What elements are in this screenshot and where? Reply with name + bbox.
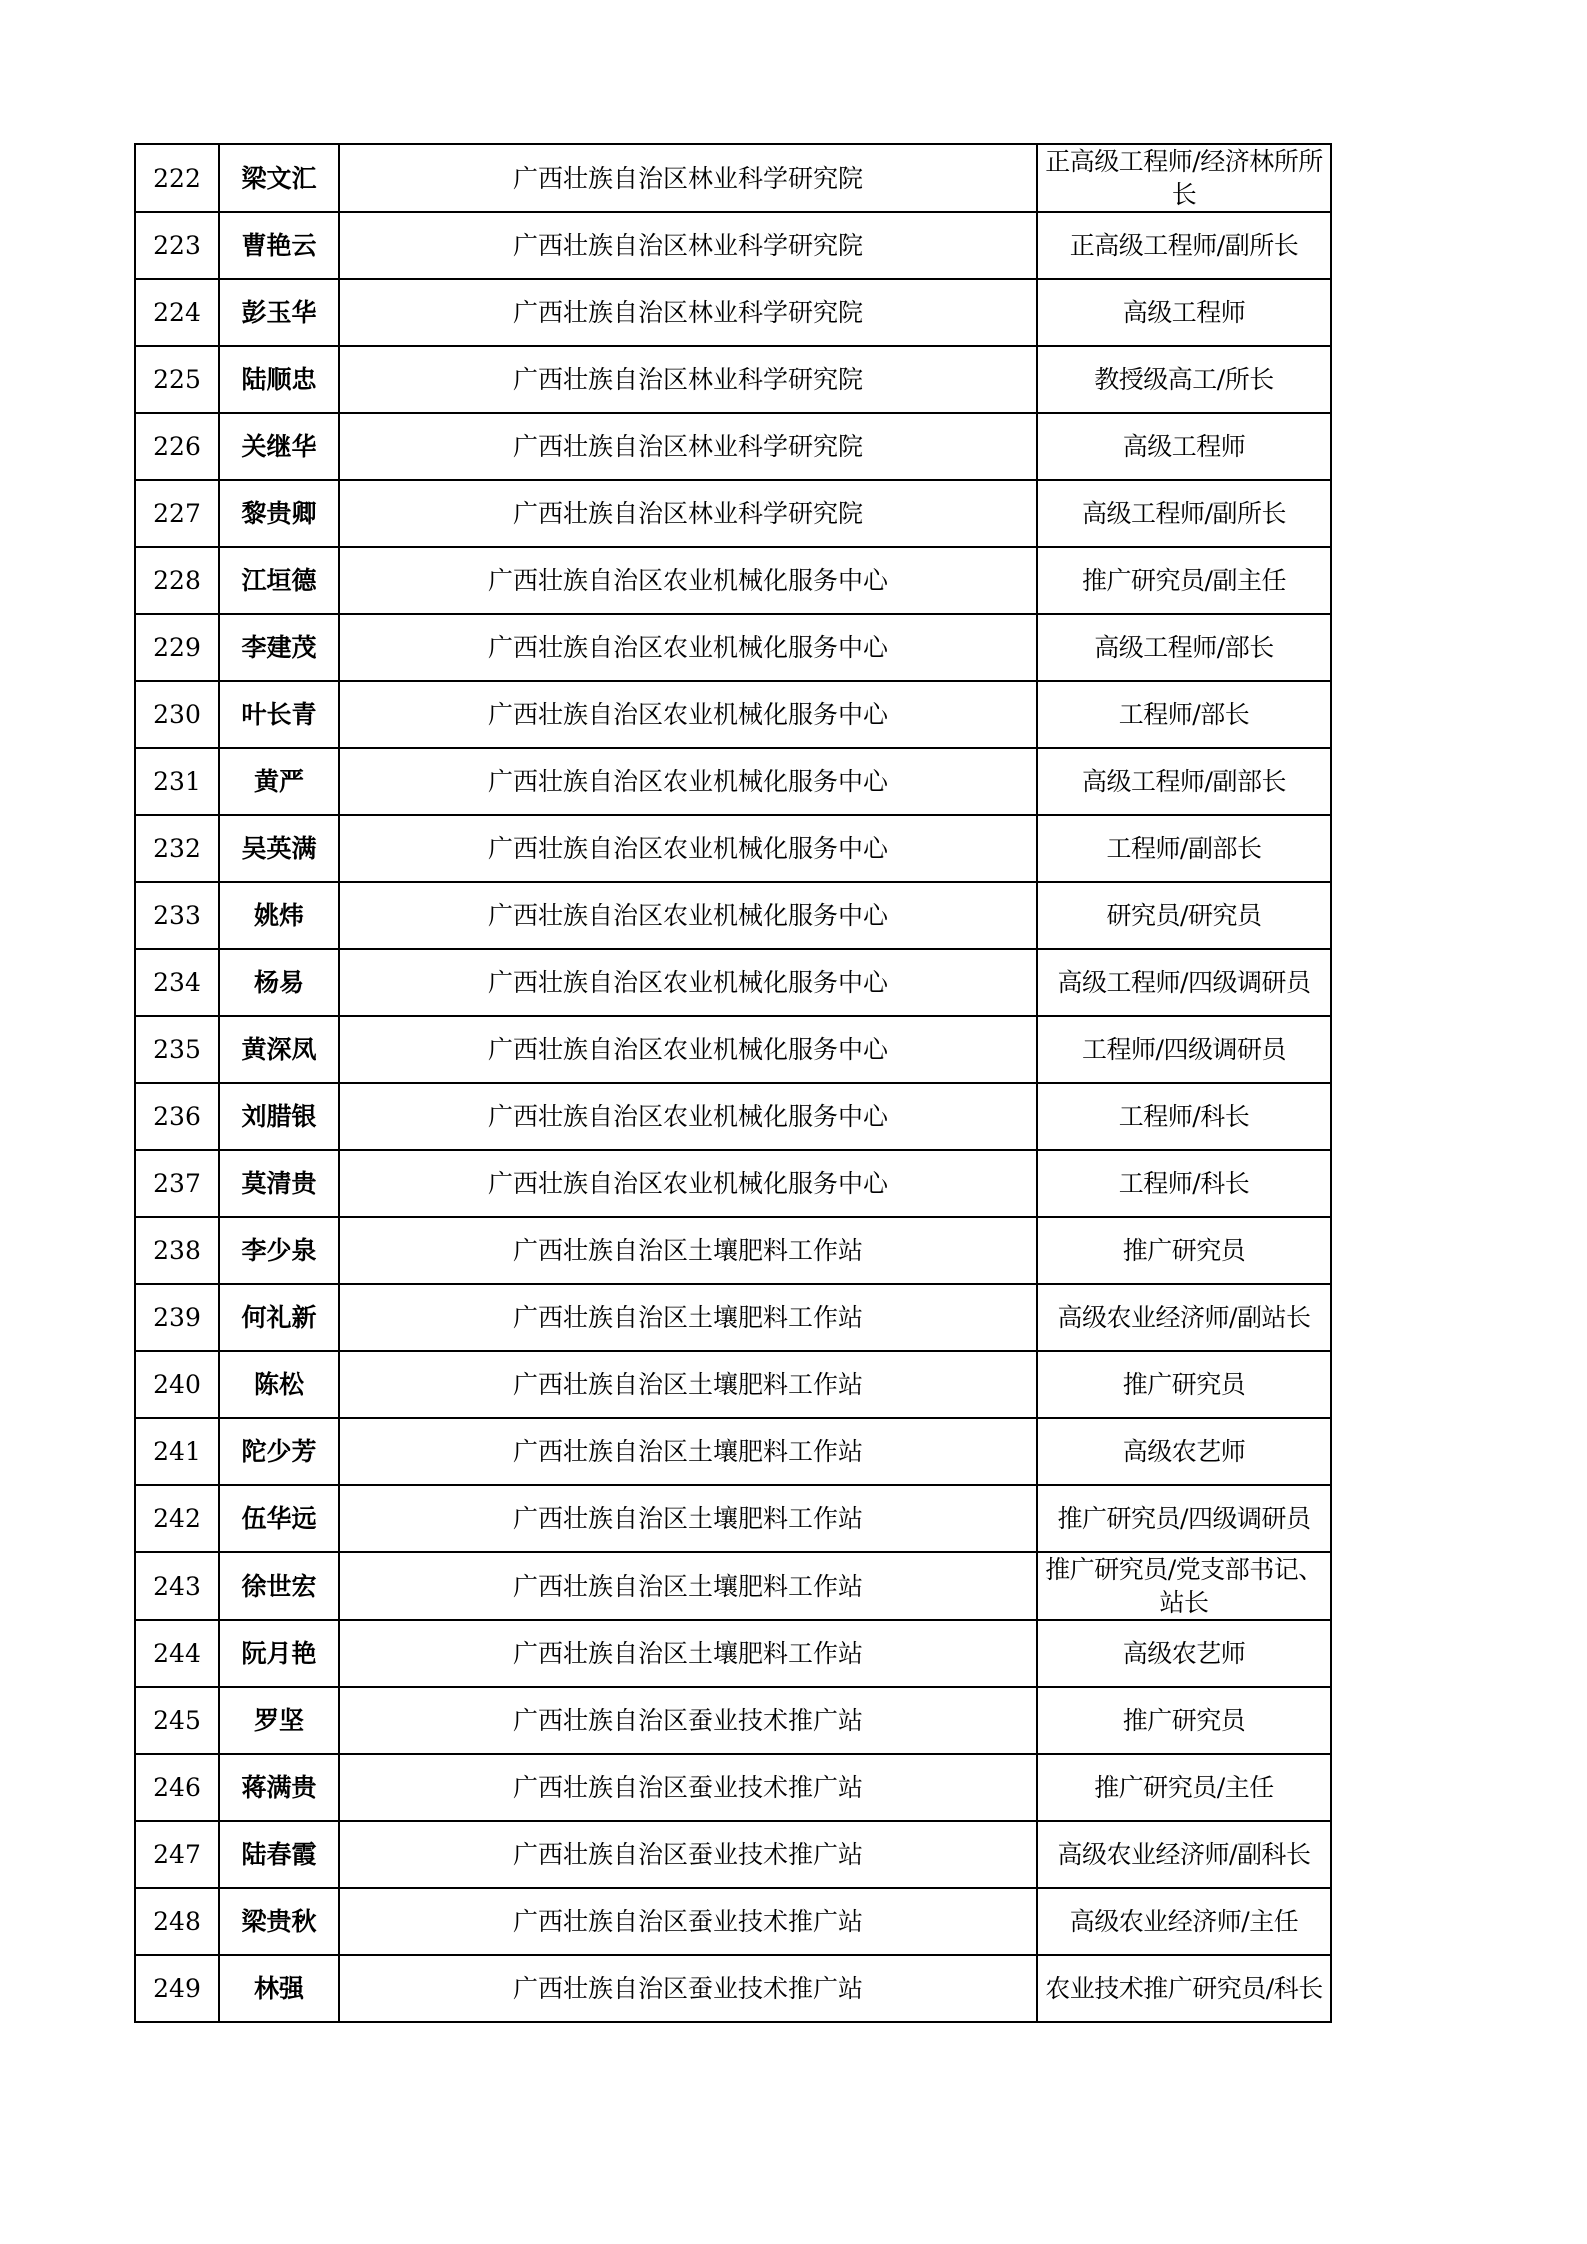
person-name-cell: 江垣德 bbox=[219, 547, 339, 614]
row-number-cell: 248 bbox=[135, 1888, 219, 1955]
row-number-cell: 228 bbox=[135, 547, 219, 614]
job-title-cell: 高级农业经济师/副站长 bbox=[1037, 1284, 1331, 1351]
work-unit-cell: 广西壮族自治区农业机械化服务中心 bbox=[339, 547, 1037, 614]
table-row bbox=[135, 1552, 1331, 1620]
row-number-cell: 246 bbox=[135, 1754, 219, 1821]
job-title-cell: 工程师/科长 bbox=[1037, 1083, 1331, 1150]
personnel-table bbox=[134, 143, 1332, 2023]
table-row bbox=[135, 1351, 1331, 1418]
table-row bbox=[135, 413, 1331, 480]
work-unit-cell: 广西壮族自治区林业科学研究院 bbox=[339, 144, 1037, 212]
person-name-cell: 陆顺忠 bbox=[219, 346, 339, 413]
table-row bbox=[135, 480, 1331, 547]
job-title-cell: 教授级高工/所长 bbox=[1037, 346, 1331, 413]
work-unit-cell: 广西壮族自治区土壤肥料工作站 bbox=[339, 1351, 1037, 1418]
work-unit-cell: 广西壮族自治区土壤肥料工作站 bbox=[339, 1418, 1037, 1485]
job-title-cell: 高级工程师 bbox=[1037, 279, 1331, 346]
row-number-cell: 236 bbox=[135, 1083, 219, 1150]
row-number-cell: 225 bbox=[135, 346, 219, 413]
job-title-cell: 推广研究员/副主任 bbox=[1037, 547, 1331, 614]
work-unit-cell: 广西壮族自治区蚕业技术推广站 bbox=[339, 1888, 1037, 1955]
person-name-cell: 何礼新 bbox=[219, 1284, 339, 1351]
row-number-cell: 249 bbox=[135, 1955, 219, 2022]
work-unit-cell: 广西壮族自治区土壤肥料工作站 bbox=[339, 1217, 1037, 1284]
table-row bbox=[135, 815, 1331, 882]
work-unit-cell: 广西壮族自治区蚕业技术推广站 bbox=[339, 1821, 1037, 1888]
work-unit-cell: 广西壮族自治区蚕业技术推广站 bbox=[339, 1754, 1037, 1821]
person-name-cell: 林强 bbox=[219, 1955, 339, 2022]
person-name-cell: 彭玉华 bbox=[219, 279, 339, 346]
work-unit-cell: 广西壮族自治区土壤肥料工作站 bbox=[339, 1620, 1037, 1687]
person-name-cell: 杨易 bbox=[219, 949, 339, 1016]
person-name-cell: 徐世宏 bbox=[219, 1552, 339, 1620]
row-number-cell: 240 bbox=[135, 1351, 219, 1418]
person-name-cell: 阮月艳 bbox=[219, 1620, 339, 1687]
row-number-cell: 230 bbox=[135, 681, 219, 748]
table-row bbox=[135, 1888, 1331, 1955]
job-title-cell: 工程师/副部长 bbox=[1037, 815, 1331, 882]
work-unit-cell: 广西壮族自治区林业科学研究院 bbox=[339, 413, 1037, 480]
table-row bbox=[135, 547, 1331, 614]
person-name-cell: 叶长青 bbox=[219, 681, 339, 748]
job-title-cell: 推广研究员 bbox=[1037, 1687, 1331, 1754]
person-name-cell: 陀少芳 bbox=[219, 1418, 339, 1485]
work-unit-cell: 广西壮族自治区农业机械化服务中心 bbox=[339, 748, 1037, 815]
row-number-cell: 239 bbox=[135, 1284, 219, 1351]
row-number-cell: 238 bbox=[135, 1217, 219, 1284]
job-title-cell: 高级农艺师 bbox=[1037, 1418, 1331, 1485]
row-number-cell: 247 bbox=[135, 1821, 219, 1888]
row-number-cell: 227 bbox=[135, 480, 219, 547]
table-row bbox=[135, 1150, 1331, 1217]
table-body bbox=[135, 144, 1331, 2022]
job-title-cell: 工程师/四级调研员 bbox=[1037, 1016, 1331, 1083]
job-title-cell: 研究员/研究员 bbox=[1037, 882, 1331, 949]
work-unit-cell: 广西壮族自治区农业机械化服务中心 bbox=[339, 882, 1037, 949]
person-name-cell: 梁贵秋 bbox=[219, 1888, 339, 1955]
job-title-cell: 推广研究员 bbox=[1037, 1351, 1331, 1418]
row-number-cell: 243 bbox=[135, 1552, 219, 1620]
job-title-cell: 高级工程师 bbox=[1037, 413, 1331, 480]
work-unit-cell: 广西壮族自治区蚕业技术推广站 bbox=[339, 1955, 1037, 2022]
job-title-cell: 推广研究员/四级调研员 bbox=[1037, 1485, 1331, 1552]
row-number-cell: 242 bbox=[135, 1485, 219, 1552]
table-row bbox=[135, 279, 1331, 346]
person-name-cell: 黄严 bbox=[219, 748, 339, 815]
row-number-cell: 233 bbox=[135, 882, 219, 949]
table-row bbox=[135, 346, 1331, 413]
work-unit-cell: 广西壮族自治区林业科学研究院 bbox=[339, 480, 1037, 547]
job-title-cell: 正高级工程师/经济林所所长 bbox=[1037, 144, 1331, 212]
job-title-cell: 高级农业经济师/主任 bbox=[1037, 1888, 1331, 1955]
table-row bbox=[135, 1217, 1331, 1284]
table-row bbox=[135, 614, 1331, 681]
work-unit-cell: 广西壮族自治区农业机械化服务中心 bbox=[339, 1016, 1037, 1083]
table-row bbox=[135, 882, 1331, 949]
row-number-cell: 234 bbox=[135, 949, 219, 1016]
work-unit-cell: 广西壮族自治区农业机械化服务中心 bbox=[339, 949, 1037, 1016]
person-name-cell: 李建茂 bbox=[219, 614, 339, 681]
person-name-cell: 黄深凤 bbox=[219, 1016, 339, 1083]
table-row bbox=[135, 1418, 1331, 1485]
table-row bbox=[135, 1284, 1331, 1351]
row-number-cell: 226 bbox=[135, 413, 219, 480]
work-unit-cell: 广西壮族自治区农业机械化服务中心 bbox=[339, 614, 1037, 681]
work-unit-cell: 广西壮族自治区蚕业技术推广站 bbox=[339, 1687, 1037, 1754]
table-row bbox=[135, 1955, 1331, 2022]
person-name-cell: 刘腊银 bbox=[219, 1083, 339, 1150]
work-unit-cell: 广西壮族自治区农业机械化服务中心 bbox=[339, 815, 1037, 882]
job-title-cell: 农业技术推广研究员/科长 bbox=[1037, 1955, 1331, 2022]
person-name-cell: 罗坚 bbox=[219, 1687, 339, 1754]
job-title-cell: 正高级工程师/副所长 bbox=[1037, 212, 1331, 279]
work-unit-cell: 广西壮族自治区林业科学研究院 bbox=[339, 279, 1037, 346]
row-number-cell: 237 bbox=[135, 1150, 219, 1217]
work-unit-cell: 广西壮族自治区土壤肥料工作站 bbox=[339, 1284, 1037, 1351]
row-number-cell: 232 bbox=[135, 815, 219, 882]
table-row bbox=[135, 681, 1331, 748]
table-row bbox=[135, 1620, 1331, 1687]
person-name-cell: 莫清贵 bbox=[219, 1150, 339, 1217]
person-name-cell: 陈松 bbox=[219, 1351, 339, 1418]
table-row bbox=[135, 1754, 1331, 1821]
work-unit-cell: 广西壮族自治区土壤肥料工作站 bbox=[339, 1552, 1037, 1620]
job-title-cell: 高级工程师/部长 bbox=[1037, 614, 1331, 681]
work-unit-cell: 广西壮族自治区林业科学研究院 bbox=[339, 346, 1037, 413]
work-unit-cell: 广西壮族自治区农业机械化服务中心 bbox=[339, 681, 1037, 748]
work-unit-cell: 广西壮族自治区农业机械化服务中心 bbox=[339, 1150, 1037, 1217]
job-title-cell: 工程师/科长 bbox=[1037, 1150, 1331, 1217]
person-name-cell: 姚炜 bbox=[219, 882, 339, 949]
job-title-cell: 高级农业经济师/副科长 bbox=[1037, 1821, 1331, 1888]
person-name-cell: 梁文汇 bbox=[219, 144, 339, 212]
work-unit-cell: 广西壮族自治区农业机械化服务中心 bbox=[339, 1083, 1037, 1150]
job-title-cell: 高级工程师/副部长 bbox=[1037, 748, 1331, 815]
person-name-cell: 伍华远 bbox=[219, 1485, 339, 1552]
row-number-cell: 229 bbox=[135, 614, 219, 681]
job-title-cell: 高级农艺师 bbox=[1037, 1620, 1331, 1687]
table-row bbox=[135, 144, 1331, 212]
person-name-cell: 黎贵卿 bbox=[219, 480, 339, 547]
job-title-cell: 高级工程师/副所长 bbox=[1037, 480, 1331, 547]
person-name-cell: 李少泉 bbox=[219, 1217, 339, 1284]
work-unit-cell: 广西壮族自治区土壤肥料工作站 bbox=[339, 1485, 1037, 1552]
person-name-cell: 曹艳云 bbox=[219, 212, 339, 279]
job-title-cell: 推广研究员/党支部书记、站长 bbox=[1037, 1552, 1331, 1620]
person-name-cell: 关继华 bbox=[219, 413, 339, 480]
row-number-cell: 222 bbox=[135, 144, 219, 212]
row-number-cell: 241 bbox=[135, 1418, 219, 1485]
work-unit-cell: 广西壮族自治区林业科学研究院 bbox=[339, 212, 1037, 279]
person-name-cell: 吴英满 bbox=[219, 815, 339, 882]
person-name-cell: 陆春霞 bbox=[219, 1821, 339, 1888]
table-row bbox=[135, 1016, 1331, 1083]
table-row bbox=[135, 1821, 1331, 1888]
row-number-cell: 224 bbox=[135, 279, 219, 346]
job-title-cell: 推广研究员 bbox=[1037, 1217, 1331, 1284]
row-number-cell: 244 bbox=[135, 1620, 219, 1687]
row-number-cell: 245 bbox=[135, 1687, 219, 1754]
row-number-cell: 235 bbox=[135, 1016, 219, 1083]
row-number-cell: 223 bbox=[135, 212, 219, 279]
table-row bbox=[135, 1083, 1331, 1150]
table-row bbox=[135, 1687, 1331, 1754]
job-title-cell: 推广研究员/主任 bbox=[1037, 1754, 1331, 1821]
table-row bbox=[135, 1485, 1331, 1552]
table-row bbox=[135, 212, 1331, 279]
table-row bbox=[135, 949, 1331, 1016]
person-name-cell: 蒋满贵 bbox=[219, 1754, 339, 1821]
row-number-cell: 231 bbox=[135, 748, 219, 815]
job-title-cell: 工程师/部长 bbox=[1037, 681, 1331, 748]
table-row bbox=[135, 748, 1331, 815]
job-title-cell: 高级工程师/四级调研员 bbox=[1037, 949, 1331, 1016]
